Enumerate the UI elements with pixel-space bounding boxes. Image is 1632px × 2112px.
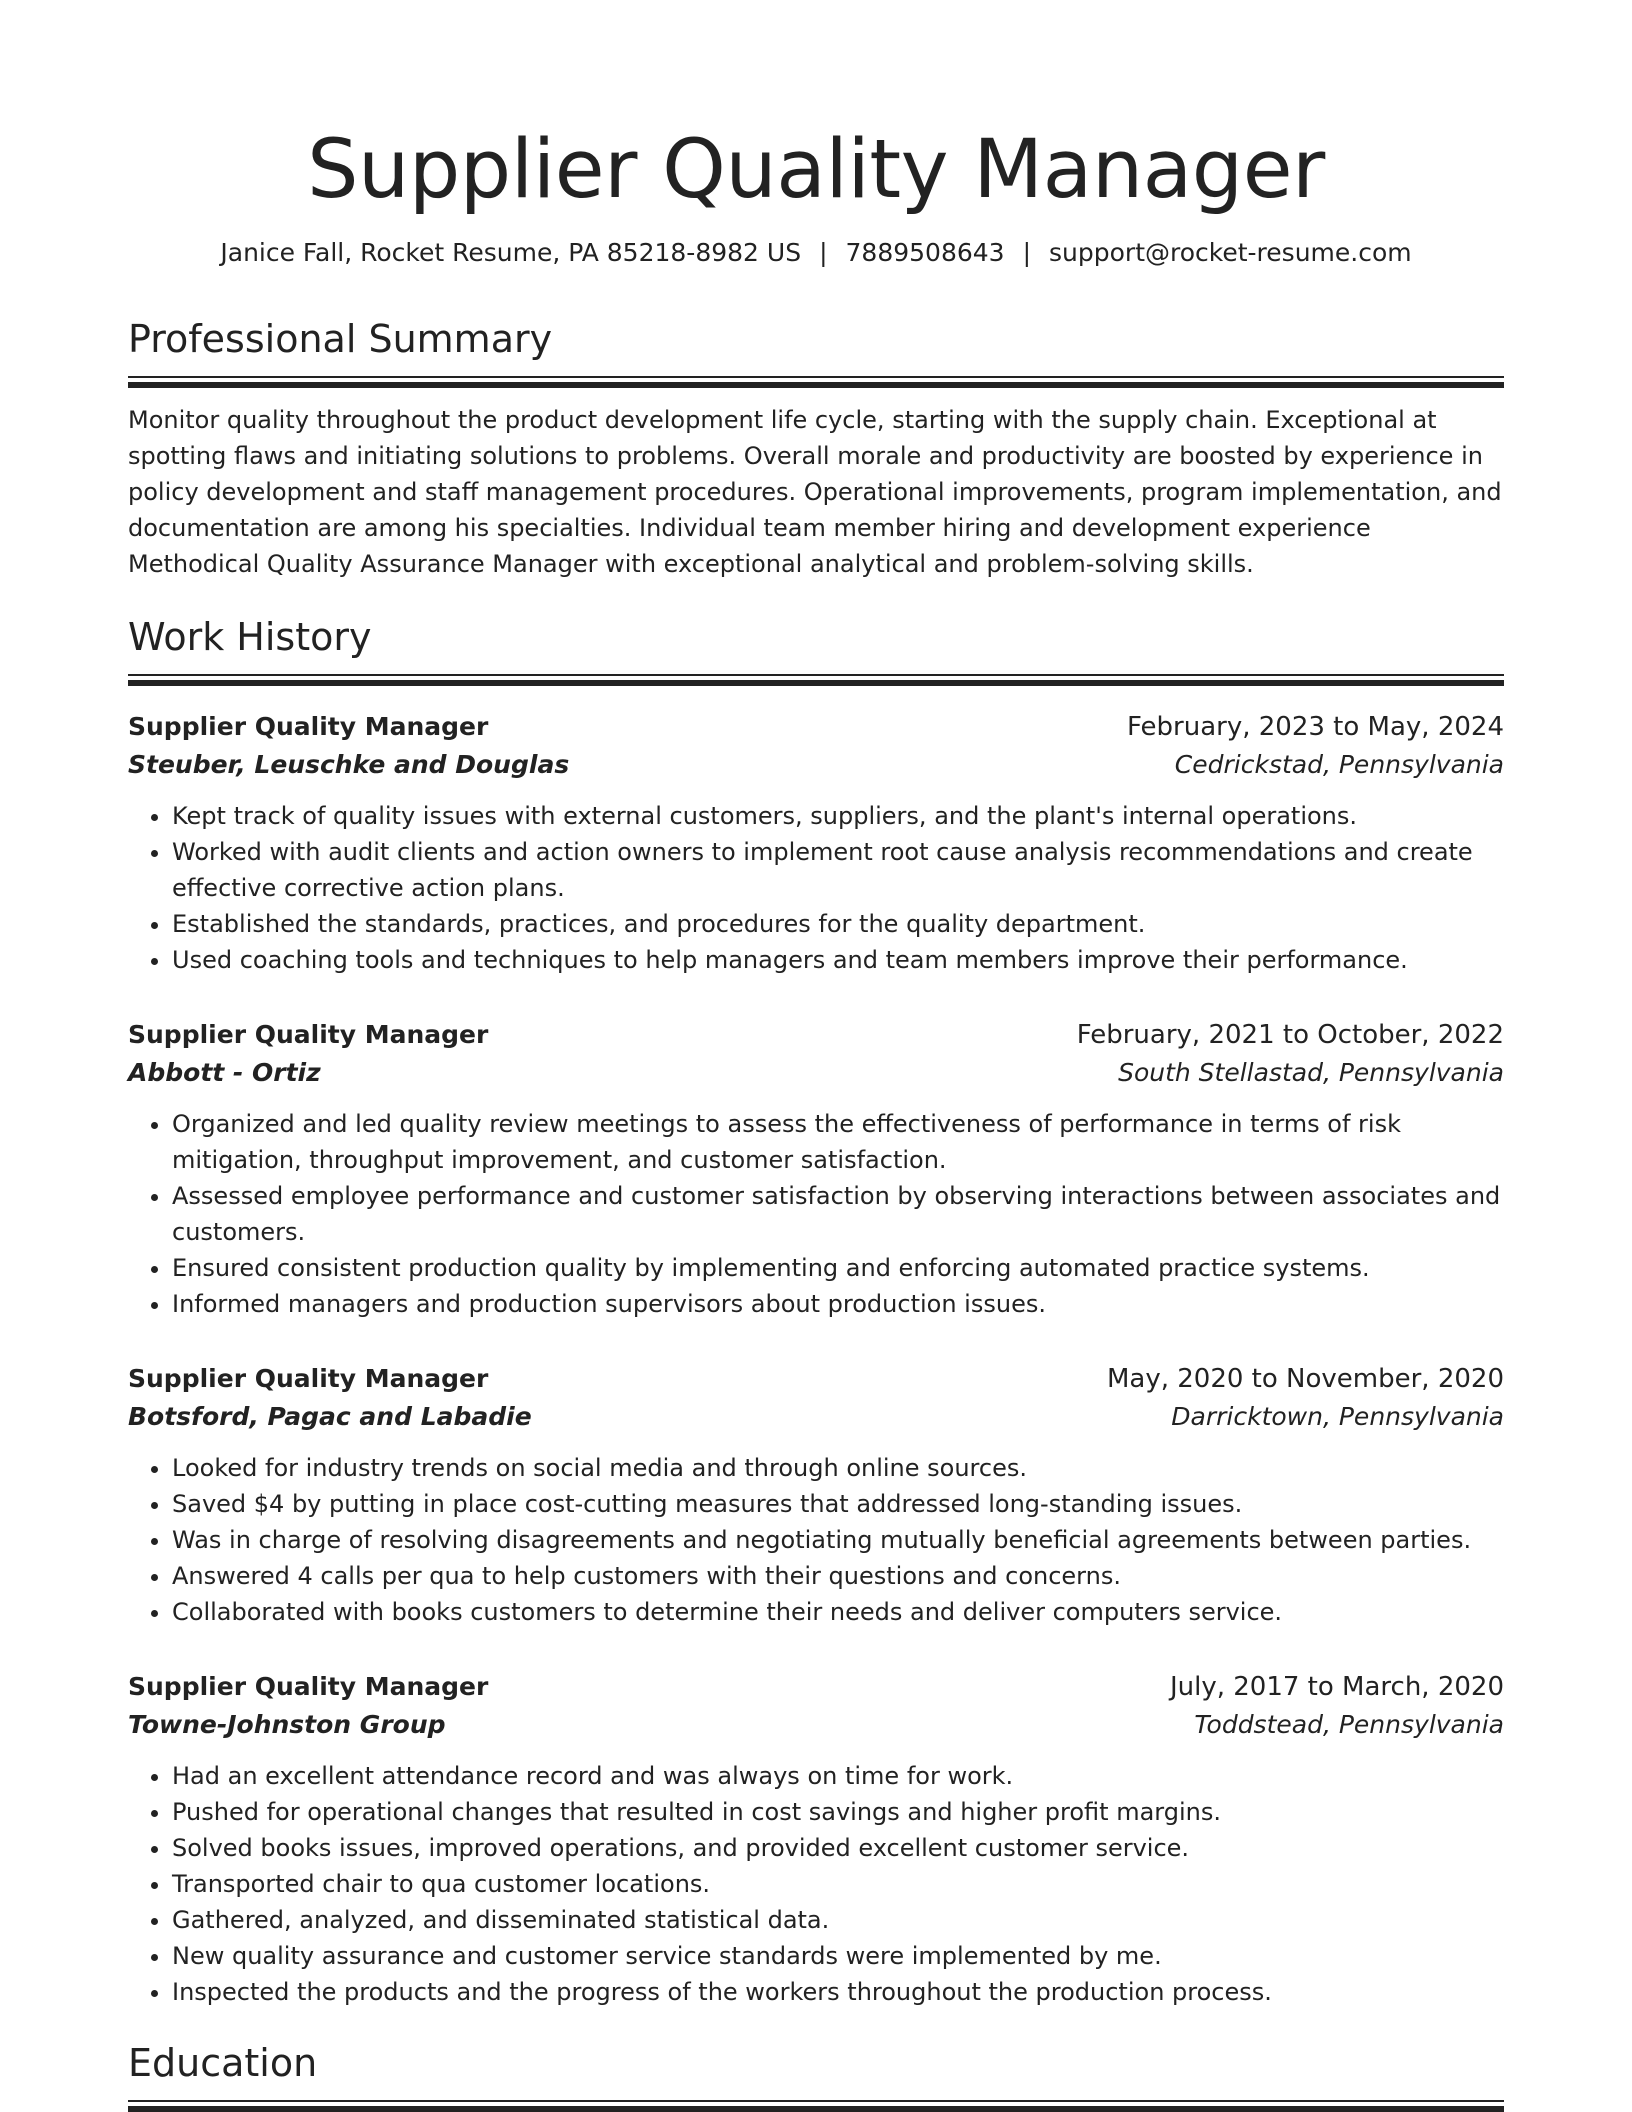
job-entry <box>128 1016 1504 1322</box>
job-bullet: • Looked for industry trends on social media and through online sources. <box>172 1450 1504 1486</box>
contact-line <box>128 236 1504 270</box>
education-section <box>128 2038 1504 2112</box>
job-title: Supplier Quality Manager <box>128 712 489 741</box>
job-location: South Stellastad, Pennsylvania <box>1118 1058 1504 1087</box>
job-bullet-list <box>128 798 1504 978</box>
job-dates: July, 2017 to March, 2020 <box>1169 1672 1504 1702</box>
job-bullet: • Transported chair to qua customer locations. <box>172 1866 1504 1902</box>
job-bullet-list <box>128 1106 1504 1322</box>
job-bullet: • Ensured consistent production quality by implementing and enforcing automated practice systems. <box>172 1250 1504 1286</box>
job-bullet: • Had an excellent attendance record and was always on time for work. <box>172 1758 1504 1794</box>
contact-address: Janice Fall, Rocket Resume, PA 85218-8982 US <box>220 238 802 267</box>
job-bullet: • Informed managers and production supervisors about production issues. <box>172 1286 1504 1322</box>
contact-separator: | <box>819 238 828 267</box>
job-title: Supplier Quality Manager <box>128 1672 489 1701</box>
job-dates: February, 2021 to October, 2022 <box>1076 1020 1504 1050</box>
job-company: Botsford, Pagac and Labadie <box>128 1402 532 1431</box>
section-heading-summary: Professional Summary <box>128 317 553 361</box>
job-bullet: • Organized and led quality review meetings to assess the effectiveness of performance in terms of risk mitigation, throughput improvement, and customer satisfaction. <box>172 1106 1504 1178</box>
contact-separator: | <box>1022 238 1032 267</box>
job-bullet-list <box>128 1758 1504 2010</box>
job-entry <box>128 1360 1504 1630</box>
professional-summary-section <box>128 314 1504 582</box>
contact-phone: 7889508643 <box>845 238 1005 267</box>
job-bullet: • Collaborated with books customers to determine their needs and deliver computers service. <box>172 1594 1504 1630</box>
job-bullet: • Assessed employee performance and customer satisfaction by observing interactions between associates and customers. <box>172 1178 1504 1250</box>
job-bullet: • New quality assurance and customer service standards were implemented by me. <box>172 1938 1504 1974</box>
job-dates: May, 2020 to November, 2020 <box>1106 1364 1504 1394</box>
job-bullet: • Worked with audit clients and action owners to implement root cause analysis recommendations and create effective corrective action plans. <box>172 834 1504 906</box>
job-bullet: • Answered 4 calls per qua to help customers with their questions and concerns. <box>172 1558 1504 1594</box>
section-heading-education: Education <box>128 2041 318 2085</box>
job-bullet: • Was in charge of resolving disagreements and negotiating mutually beneficial agreements between parties. <box>172 1522 1504 1558</box>
summary-text: Monitor quality throughout the product development life cycle, starting with the supply chain. Exceptional at spotting flaws and initiating solutions to problems. Overall morale and productivity are boosted by experience in policy development and staff management procedures. Operational improvements, program implementation, and documentation are among his specialties. Individual team member hiring and development experience Methodical Quality Assurance Manager with exceptional analytical and problem-solving skills. <box>128 406 1502 578</box>
job-company: Abbott - Ortiz <box>128 1058 321 1087</box>
job-title: Supplier Quality Manager <box>128 1020 489 1049</box>
section-divider <box>128 376 1504 388</box>
job-location: Darricktown, Pennsylvania <box>1171 1402 1504 1431</box>
job-company: Towne-Johnston Group <box>128 1710 446 1739</box>
job-bullet: • Gathered, analyzed, and disseminated statistical data. <box>172 1902 1504 1938</box>
job-location: Cedrickstad, Pennsylvania <box>1174 750 1504 779</box>
job-company: Steuber, Leuschke and Douglas <box>128 750 570 779</box>
job-entry <box>128 1668 1504 2010</box>
job-title: Supplier Quality Manager <box>128 1364 489 1393</box>
job-bullet: • Solved books issues, improved operations, and provided excellent customer service. <box>172 1830 1504 1866</box>
work-history-section <box>128 612 1504 2010</box>
section-heading-work: Work History <box>128 615 372 659</box>
resume-title: Supplier Quality Manager <box>307 123 1325 217</box>
job-bullet: • Saved $4 by putting in place cost-cutting measures that addressed long-standing issues. <box>172 1486 1504 1522</box>
section-divider <box>128 674 1504 686</box>
job-entry <box>128 708 1504 978</box>
job-bullet: • Pushed for operational changes that resulted in cost savings and higher profit margins. <box>172 1794 1504 1830</box>
job-bullet-list <box>128 1450 1504 1630</box>
job-bullet: • Established the standards, practices, and procedures for the quality department. <box>172 906 1504 942</box>
job-bullet: • Kept track of quality issues with external customers, suppliers, and the plant's internal operations. <box>172 798 1504 834</box>
job-dates: February, 2023 to May, 2024 <box>1127 712 1504 742</box>
job-bullet: • Used coaching tools and techniques to help managers and team members improve their performance. <box>172 942 1504 978</box>
job-location: Toddstead, Pennsylvania <box>1194 1710 1504 1739</box>
job-bullet: • Inspected the products and the progress of the workers throughout the production process. <box>172 1974 1504 2010</box>
section-divider <box>128 2100 1504 2112</box>
contact-email: support@rocket-resume.com <box>1049 238 1412 267</box>
